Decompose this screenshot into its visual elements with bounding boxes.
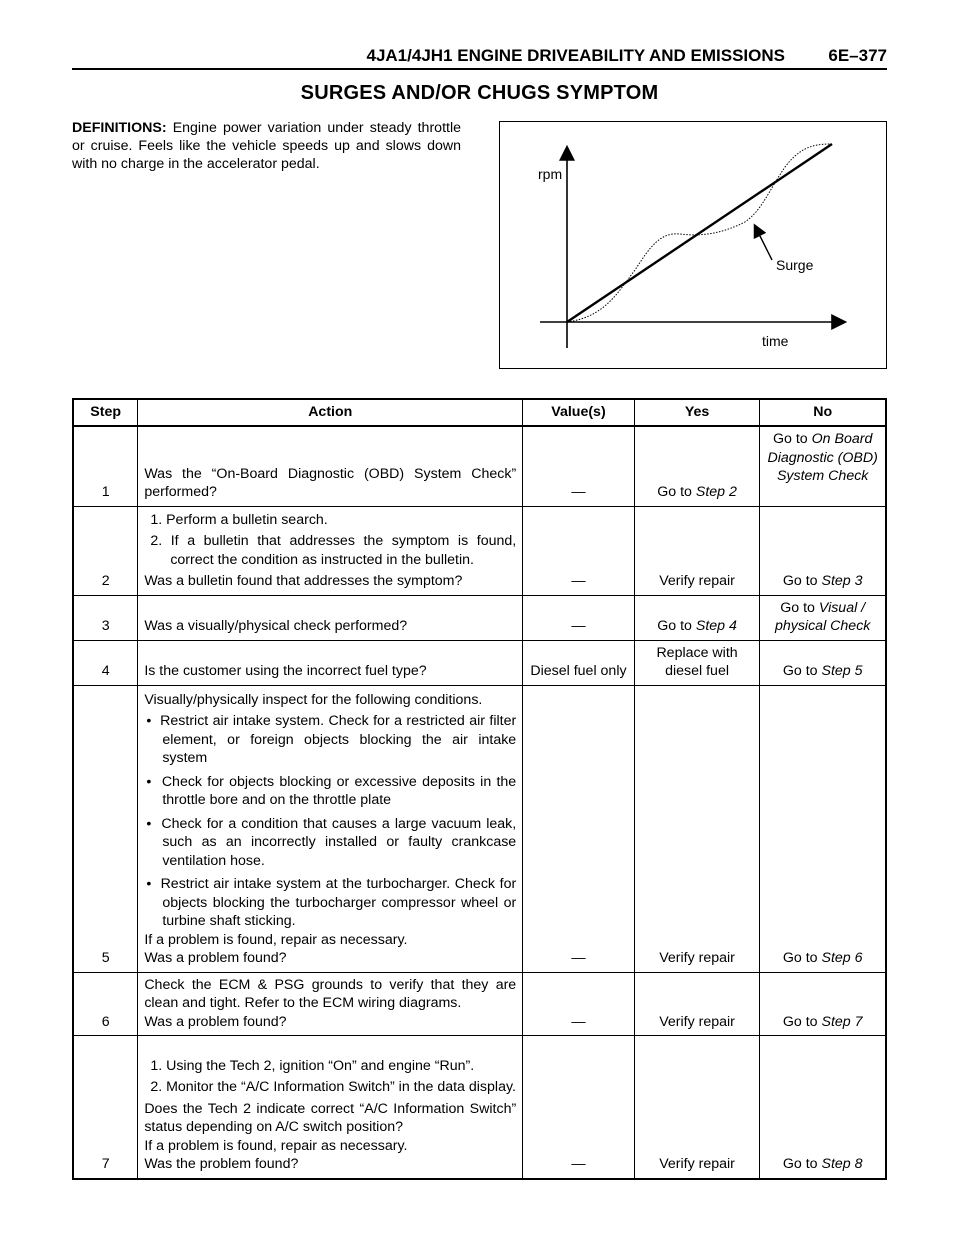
question-text: Was the problem found? [144, 1156, 299, 1172]
definition-label: DEFINITIONS: [72, 120, 167, 136]
no-cell: Go to Step 6 [760, 685, 886, 972]
x-axis-label: time [762, 333, 789, 349]
step-number: 5 [73, 685, 138, 972]
surge-graph [500, 122, 888, 370]
table-row [73, 426, 886, 506]
question-text: Was a bulletin found that addresses the symptom? [144, 573, 463, 589]
value-cell: — [523, 426, 635, 506]
yes-cell: Verify repair [634, 506, 760, 595]
no-cell: Go to On Board Diagnostic (OBD) System Check [760, 426, 886, 506]
header-step: Step [73, 399, 138, 426]
action-cell [138, 595, 523, 640]
steady-line [567, 144, 832, 322]
step-number: 3 [73, 595, 138, 640]
yes-cell: Verify repair [634, 972, 760, 1036]
value-cell: — [523, 1036, 635, 1179]
section-title: SURGES AND/OR CHUGS SYMPTOM [300, 82, 659, 104]
numbered-item: 2. Monitor the “A/C Information Switch” in the data display. [150, 1079, 516, 1095]
header-action: Action [138, 399, 523, 426]
yes-cell: Verify repair [634, 1036, 760, 1179]
question-text: Was a problem found? [144, 950, 287, 966]
step-number: 6 [73, 972, 138, 1036]
table-row [73, 972, 886, 1036]
numbered-item: 1. Using the Tech 2, ignition “On” and engine “Run”. [150, 1057, 475, 1074]
bullet-item: • Restrict air intake system. Check for a restricted air filter element, or foreign objects blocking the air intake system [146, 713, 517, 766]
step-number: 2 [73, 506, 138, 595]
step-number: 4 [73, 640, 138, 685]
header-value: Value(s) [523, 399, 635, 426]
step-link: Step 7 [821, 1013, 863, 1030]
intro-text: Visually/physically inspect for the following conditions. [144, 691, 483, 708]
note-text: If a problem is found, repair as necessary. [144, 1137, 408, 1154]
bullet-item: • Restrict air intake system at the turbocharger. Check for objects blocking the turbocharger compressor wheel or turbine shaft sticking. [146, 876, 517, 929]
yes-cell: Go to Step 4 [634, 595, 760, 640]
value-cell: Diesel fuel only [523, 640, 635, 685]
no-cell: Go to Step 3 [760, 506, 886, 595]
table-row [73, 640, 886, 685]
table-header-row [73, 399, 886, 426]
table-row [73, 1036, 886, 1179]
step-link: Step 8 [821, 1156, 863, 1172]
step-link: Step 2 [695, 484, 737, 500]
action-cell [138, 685, 523, 972]
note-text: If a problem is found, repair as necessary. [144, 931, 408, 948]
header-no: No [760, 399, 886, 426]
step-link: Step 3 [821, 573, 863, 589]
question-text: Is the customer using the incorrect fuel type? [144, 663, 427, 679]
definition-paragraph [72, 119, 461, 173]
no-cell: Go to Step 5 [760, 640, 886, 685]
table-row [73, 595, 886, 640]
step-link: On Board Diagnostic (OBD) System Check [767, 431, 878, 484]
no-cell: Go to Step 7 [760, 972, 886, 1036]
header-title: 4JA1/4JH1 ENGINE DRIVEABILITY AND EMISSIONS [366, 46, 785, 65]
diagnostic-table [72, 398, 887, 1180]
bullet-item: • Check for a condition that causes a large vacuum leak, such as an incorrectly installed or faulty crankcase ventilation hose. [146, 815, 517, 869]
step-link: Visual / physical Check [774, 599, 871, 634]
surge-diagram [499, 121, 887, 369]
page-header [72, 44, 887, 70]
step-link: Step 5 [821, 663, 863, 679]
table-row [73, 506, 886, 595]
value-cell: — [523, 972, 635, 1036]
yes-cell: Replace with diesel fuel [634, 640, 760, 685]
y-axis-label: rpm [538, 166, 563, 182]
yes-cell: Verify repair [634, 685, 760, 972]
page-number: 6E–377 [828, 46, 887, 65]
step-link: Step 4 [695, 618, 737, 634]
action-cell [138, 1036, 523, 1179]
value-cell: — [523, 685, 635, 972]
definition-text: Engine power variation under steady throttle or cruise. Feels like the vehicle speeds up and slows down with no charge in the accelerator pedal. [72, 120, 461, 172]
surge-label: Surge [776, 257, 814, 273]
question-text: Was a problem found? [144, 1013, 287, 1030]
surge-pointer [755, 226, 772, 260]
value-cell: — [523, 595, 635, 640]
header-yes: Yes [634, 399, 760, 426]
action-cell [138, 640, 523, 685]
no-cell: Go to Visual / physical Check [760, 595, 886, 640]
action-cell [138, 426, 523, 506]
yes-cell: Go to Step 2 [634, 426, 760, 506]
step-number: 1 [73, 426, 138, 506]
numbered-item: 2. If a bulletin that addresses the symptom is found, correct the condition as instructed in the bulletin. [150, 533, 517, 568]
step-number: 7 [73, 1036, 138, 1179]
question-text: Was a visually/physical check performed? [144, 618, 408, 634]
action-cell [138, 972, 523, 1036]
table-row [73, 685, 886, 972]
action-text: Check the ECM & PSG grounds to verify that they are clean and tight. Refer to the ECM wiring diagrams. [144, 976, 517, 1011]
action-text: Was the “On-Board Diagnostic (OBD) System Check” performed? [144, 465, 517, 500]
bullet-item: • Check for objects blocking or excessive deposits in the throttle bore and on the throttle plate [146, 773, 517, 808]
numbered-item: 1. Perform a bulletin search. [150, 511, 328, 528]
value-cell: — [523, 506, 635, 595]
action-cell [138, 506, 523, 595]
step-link: Step 6 [821, 950, 863, 966]
no-cell: Go to Step 8 [760, 1036, 886, 1179]
action-text: Does the Tech 2 indicate correct “A/C Information Switch” status depending on A/C switch position? [144, 1100, 517, 1135]
